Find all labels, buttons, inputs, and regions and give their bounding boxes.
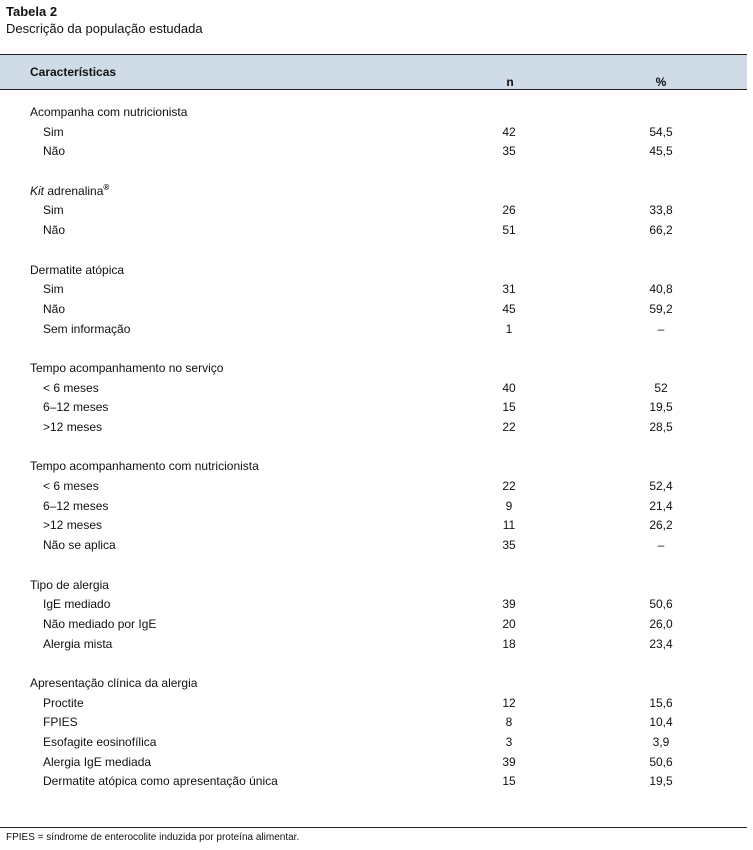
row-n: 15 bbox=[502, 400, 516, 415]
table-row bbox=[0, 320, 747, 340]
row-label: < 6 meses bbox=[43, 380, 99, 395]
group-title-text: Tempo acompanhamento no serviço bbox=[30, 360, 224, 375]
row-percent: 52,4 bbox=[649, 479, 673, 494]
group-title bbox=[30, 261, 124, 281]
table-row bbox=[0, 772, 747, 792]
table-row bbox=[0, 123, 747, 143]
table-row bbox=[0, 516, 747, 536]
row-n: 26 bbox=[502, 203, 516, 218]
group-header bbox=[0, 261, 747, 281]
table-caption bbox=[6, 4, 203, 37]
table-footnote: FPIES = síndrome de enterocolite induzida por proteína alimentar. bbox=[6, 832, 300, 843]
row-label: Sem informação bbox=[43, 321, 131, 336]
row-n: 45 bbox=[502, 301, 516, 316]
row-percent: 59,2 bbox=[649, 301, 673, 316]
row-label: FPIES bbox=[43, 715, 78, 730]
row-label: Sim bbox=[43, 282, 64, 297]
row-percent: 50,6 bbox=[649, 597, 673, 612]
row-percent: 28,5 bbox=[649, 420, 673, 434]
row-percent: 40,8 bbox=[649, 282, 673, 297]
table-row bbox=[0, 733, 747, 753]
row-label: IgE mediado bbox=[43, 597, 111, 612]
row-label: 6–12 meses bbox=[43, 400, 109, 415]
table-row bbox=[0, 201, 747, 221]
row-percent: 3,9 bbox=[652, 735, 670, 749]
row-label: Sim bbox=[43, 124, 64, 139]
row-percent: 66,2 bbox=[649, 223, 673, 238]
row-percent: 26,0 bbox=[649, 616, 673, 631]
row-n: 8 bbox=[505, 715, 513, 730]
table-row bbox=[0, 418, 747, 438]
table-row bbox=[0, 280, 747, 300]
row-percent: – bbox=[657, 538, 665, 553]
group-title bbox=[30, 674, 197, 694]
row-label: Alergia IgE mediada bbox=[43, 754, 152, 769]
group-title-text: Acompanha com nutricionista bbox=[30, 105, 188, 119]
group-header bbox=[0, 359, 747, 379]
group-header bbox=[0, 674, 747, 694]
row-n: 35 bbox=[502, 144, 516, 159]
table-body bbox=[0, 103, 747, 792]
group-spacer bbox=[0, 654, 747, 674]
row-percent: 23,4 bbox=[649, 636, 673, 651]
row-label: Dermatite atópica como apresentação única bbox=[43, 774, 278, 789]
row-percent: 15,6 bbox=[649, 695, 673, 710]
row-label: Alergia mista bbox=[43, 636, 113, 651]
group-title-text: adrenalina bbox=[44, 183, 104, 198]
row-label: 6–12 meses bbox=[43, 498, 109, 513]
group-title bbox=[30, 103, 187, 123]
group-header bbox=[0, 103, 747, 123]
group-spacer bbox=[0, 162, 747, 182]
table-header bbox=[0, 54, 747, 90]
row-percent: 33,8 bbox=[649, 203, 673, 218]
table-row bbox=[0, 221, 747, 241]
row-label: Não se aplica bbox=[43, 538, 116, 553]
header-percent-label: % bbox=[655, 75, 667, 89]
row-label: >12 meses bbox=[43, 518, 103, 533]
row-percent: 45,5 bbox=[649, 144, 673, 159]
row-percent: 54,5 bbox=[649, 124, 673, 139]
table-row bbox=[0, 477, 747, 497]
group-title bbox=[30, 182, 109, 202]
row-n: 11 bbox=[502, 518, 516, 533]
table-row bbox=[0, 694, 747, 714]
table-row bbox=[0, 753, 747, 773]
row-percent: 19,5 bbox=[649, 774, 673, 789]
group-title-text: Dermatite atópica bbox=[30, 262, 125, 277]
table-row bbox=[0, 595, 747, 615]
group-spacer bbox=[0, 556, 747, 576]
row-n: 51 bbox=[502, 223, 516, 238]
row-percent: – bbox=[657, 321, 665, 336]
row-n: 31 bbox=[502, 282, 516, 297]
row-label: Não mediado por IgE bbox=[43, 616, 157, 631]
group-title-text: Tempo acompanhamento com nutricionista bbox=[30, 459, 259, 474]
group-spacer bbox=[0, 438, 747, 458]
row-percent: 10,4 bbox=[649, 715, 673, 730]
header-n-label: n bbox=[506, 75, 514, 89]
row-label: Não bbox=[43, 144, 66, 159]
row-label: Não bbox=[43, 301, 66, 316]
table-row bbox=[0, 497, 747, 517]
row-percent: 50,6 bbox=[649, 754, 673, 769]
table-bottom-rule bbox=[0, 827, 747, 828]
row-n: 20 bbox=[502, 616, 516, 631]
row-percent: 26,2 bbox=[649, 518, 673, 533]
group-title-text: Apresentação clínica da alergia bbox=[30, 675, 198, 690]
row-n: 39 bbox=[502, 597, 516, 612]
table-row bbox=[0, 713, 747, 733]
group-spacer bbox=[0, 241, 747, 261]
row-percent: 19,5 bbox=[649, 400, 673, 415]
row-label: Proctite bbox=[43, 695, 84, 710]
header-characteristics: Características bbox=[30, 65, 117, 79]
table-row bbox=[0, 635, 747, 655]
table-row bbox=[0, 379, 747, 399]
row-label: >12 meses bbox=[43, 420, 103, 434]
table-row bbox=[0, 615, 747, 635]
row-n: 9 bbox=[505, 498, 513, 513]
row-n: 42 bbox=[502, 124, 516, 139]
row-label: Não bbox=[43, 223, 66, 238]
group-title-italic: Kit bbox=[30, 183, 45, 198]
registered-mark: ® bbox=[103, 182, 110, 192]
table-row bbox=[0, 142, 747, 162]
table-row bbox=[0, 536, 747, 556]
table-title: Tabela 2 bbox=[6, 4, 58, 19]
row-n: 3 bbox=[505, 735, 513, 749]
row-n: 39 bbox=[502, 754, 516, 769]
row-n: 22 bbox=[502, 479, 516, 494]
table-row bbox=[0, 398, 747, 418]
row-n: 35 bbox=[502, 538, 516, 553]
group-title bbox=[30, 457, 259, 477]
group-header bbox=[0, 576, 747, 596]
row-label: Esofagite eosinofílica bbox=[43, 735, 157, 749]
row-label: < 6 meses bbox=[43, 479, 99, 494]
table-row bbox=[0, 300, 747, 320]
row-n: 12 bbox=[502, 695, 516, 710]
row-n: 18 bbox=[502, 636, 516, 651]
group-title bbox=[30, 359, 223, 379]
group-header bbox=[0, 182, 747, 202]
group-spacer bbox=[0, 339, 747, 359]
row-percent: 21,4 bbox=[649, 498, 673, 513]
row-n: 40 bbox=[502, 380, 516, 395]
group-title-text: Tipo de alergia bbox=[30, 577, 109, 592]
group-header bbox=[0, 457, 747, 477]
row-n: 1 bbox=[505, 321, 513, 336]
group-title bbox=[30, 576, 109, 596]
table-subtitle: Descrição da população estudada bbox=[6, 21, 203, 36]
row-n: 22 bbox=[502, 420, 516, 434]
row-n: 15 bbox=[502, 774, 516, 789]
row-percent: 52 bbox=[654, 380, 668, 395]
row-label: Sim bbox=[43, 203, 64, 218]
